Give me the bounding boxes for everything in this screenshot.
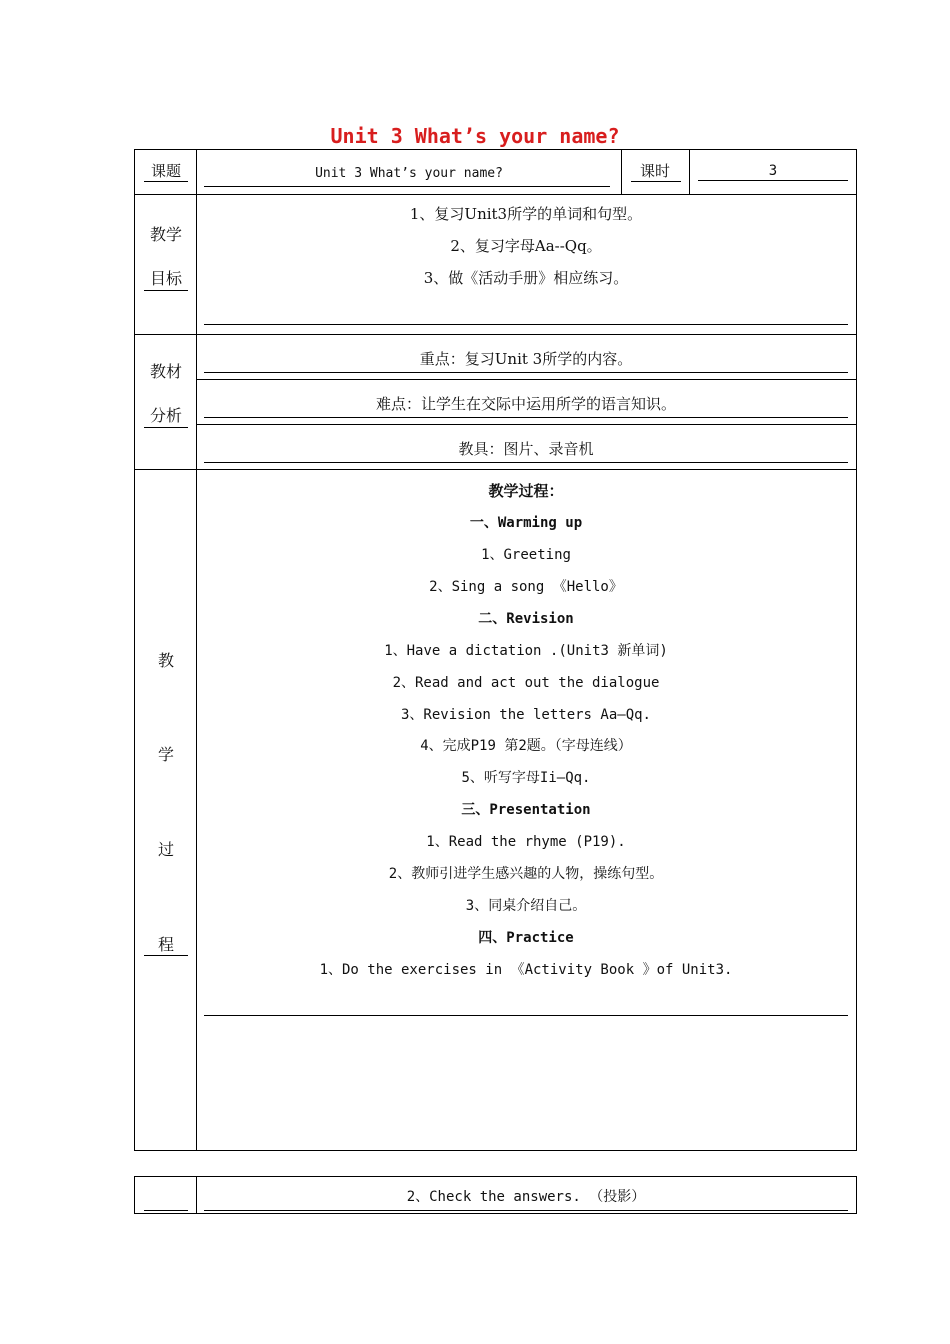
goal-item-3: 3、做《活动手册》相应练习。: [423, 269, 629, 287]
topic-label: 课题: [150, 162, 181, 180]
goal-item-2: 2、复习字母Aa--Qq。: [450, 237, 602, 255]
process-line: 一、Warming up: [469, 515, 583, 531]
process-line: 1、Have a dictation .(Unit3 新单词): [384, 643, 668, 659]
process-line: 1、Read the rhyme (P19).: [426, 834, 626, 850]
goal-item-1: 1、复习Unit3所学的单词和句型。: [409, 205, 643, 223]
process-heading: 教学过程：: [488, 482, 564, 500]
analysis-key-point: 重点：复习Unit 3所学的内容。: [419, 350, 633, 368]
goals-label-2: 目标: [149, 269, 182, 288]
continuation-line: 2、Check the answers. （投影）: [406, 1189, 646, 1205]
process-line: 1、Do the exercises in 《Activity Book 》of Unit3.: [319, 962, 733, 978]
process-label-2: 学: [157, 745, 174, 764]
process-line: 1、Greeting: [481, 547, 571, 563]
process-line: 5、听写字母Ii—Qq.: [461, 770, 591, 786]
process-label-4: 程: [157, 935, 174, 954]
topic-value: Unit 3 What’s your name?: [315, 166, 503, 181]
analysis-tools: 教具：图片、录音机: [458, 440, 594, 458]
analysis-difficulty: 难点：让学生在交际中运用所学的语言知识。: [375, 395, 676, 413]
process-line: 四、Practice: [478, 930, 574, 946]
period-label: 课时: [639, 162, 670, 180]
process-line: 4、完成P19 第2题。（字母连线）: [420, 738, 632, 754]
analysis-label-2: 分析: [149, 406, 182, 425]
process-line: 2、Read and act out the dialogue: [392, 675, 660, 691]
process-line: 3、同桌介绍自己。: [465, 898, 587, 914]
process-line: 三、Presentation: [461, 802, 591, 818]
period-value: 3: [768, 163, 778, 179]
process-line: 2、Sing a song 《Hello》: [429, 579, 623, 595]
process-label-1: 教: [157, 651, 174, 670]
analysis-label-1: 教材: [149, 362, 182, 381]
document-title: Unit 3 What’s your name?: [330, 124, 620, 148]
process-label-3: 过: [157, 840, 174, 859]
process-line: 2、教师引进学生感兴趣的人物，操练句型。: [388, 866, 664, 882]
goals-label-1: 教学: [149, 225, 182, 244]
process-line: 3、Revision the letters Aa—Qq.: [400, 707, 651, 723]
process-line: 二、Revision: [478, 611, 574, 627]
